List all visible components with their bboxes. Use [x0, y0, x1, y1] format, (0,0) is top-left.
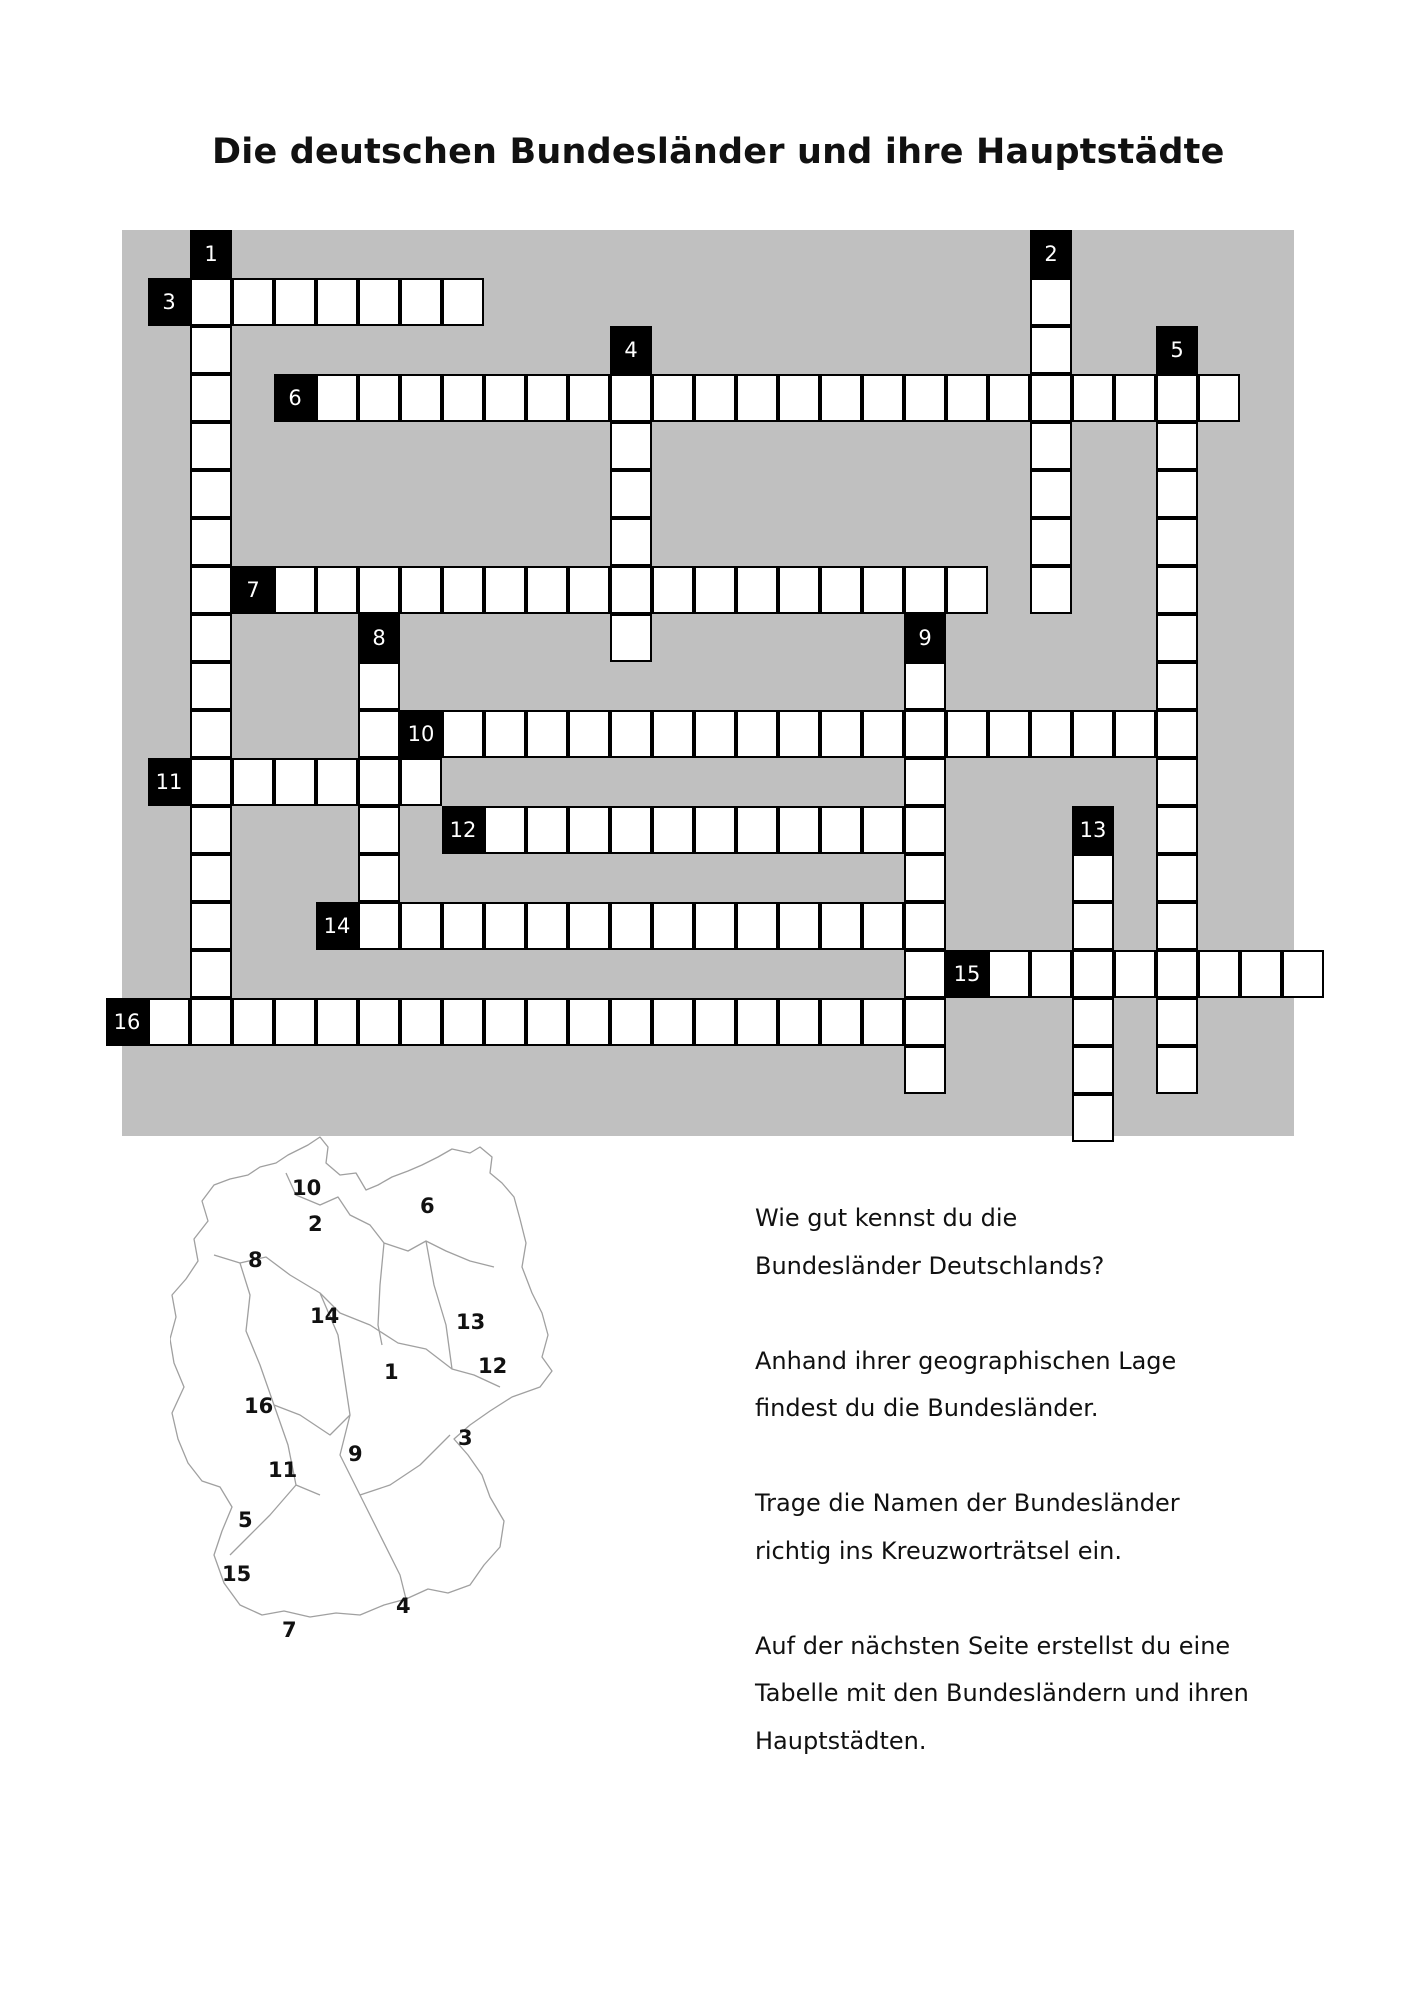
crossword-cell[interactable]: [484, 710, 526, 758]
crossword-cell[interactable]: [820, 566, 862, 614]
crossword-cell[interactable]: [358, 278, 400, 326]
crossword-cell[interactable]: [652, 806, 694, 854]
clue-number-11: 11: [148, 758, 190, 806]
crossword-cell[interactable]: [568, 374, 610, 422]
crossword-cell[interactable]: [484, 374, 526, 422]
crossword-cell[interactable]: [274, 566, 316, 614]
crossword-cell[interactable]: [736, 710, 778, 758]
crossword-cell[interactable]: [820, 710, 862, 758]
clue-number-6: 6: [274, 374, 316, 422]
crossword-cell[interactable]: [1198, 374, 1240, 422]
crossword-cell[interactable]: [526, 902, 568, 950]
crossword-cell[interactable]: [190, 902, 232, 950]
crossword-cell[interactable]: [904, 758, 946, 806]
crossword-cell[interactable]: [1156, 614, 1198, 662]
map-label-14: 14: [310, 1304, 340, 1328]
clue-number-14: 14: [316, 902, 358, 950]
map-label-15: 15: [222, 1562, 252, 1586]
crossword-cell[interactable]: [190, 278, 232, 326]
crossword-cell[interactable]: [316, 998, 358, 1046]
crossword-cell[interactable]: [946, 710, 988, 758]
crossword-cell[interactable]: [778, 374, 820, 422]
clue-number-2: 2: [1030, 230, 1072, 278]
map-label-16: 16: [244, 1394, 274, 1418]
map-label-13: 13: [456, 1310, 486, 1334]
crossword-cell[interactable]: [358, 806, 400, 854]
crossword-cell[interactable]: [820, 374, 862, 422]
crossword-cell[interactable]: [862, 998, 904, 1046]
crossword-cell[interactable]: [526, 710, 568, 758]
crossword-cell[interactable]: [862, 374, 904, 422]
crossword-cell[interactable]: [358, 854, 400, 902]
germany-map: [170, 1135, 710, 1825]
crossword-cell[interactable]: [904, 710, 946, 758]
crossword-cell[interactable]: [232, 998, 274, 1046]
map-label-6: 6: [420, 1194, 435, 1218]
crossword-cell[interactable]: [820, 902, 862, 950]
map-label-5: 5: [238, 1508, 253, 1532]
crossword-cell[interactable]: [232, 278, 274, 326]
crossword-cell[interactable]: [1114, 950, 1156, 998]
crossword-cell[interactable]: [610, 902, 652, 950]
map-label-3: 3: [458, 1426, 473, 1450]
crossword-cell[interactable]: [1030, 374, 1072, 422]
crossword-cell[interactable]: [358, 710, 400, 758]
crossword-cell[interactable]: [1156, 566, 1198, 614]
crossword-cell[interactable]: [778, 566, 820, 614]
crossword-cell[interactable]: [1030, 950, 1072, 998]
crossword-cell[interactable]: [1072, 374, 1114, 422]
crossword-cell[interactable]: [778, 710, 820, 758]
clue-number-7: 7: [232, 566, 274, 614]
crossword-cell[interactable]: [610, 566, 652, 614]
clue-number-9: 9: [904, 614, 946, 662]
crossword-cell[interactable]: [736, 998, 778, 1046]
crossword-cell[interactable]: [442, 998, 484, 1046]
crossword-cell[interactable]: [1030, 710, 1072, 758]
crossword-cell[interactable]: [1072, 1046, 1114, 1094]
instruction-line: Wie gut kennst du die: [755, 1204, 1018, 1232]
clue-number-15: 15: [946, 950, 988, 998]
crossword-cell[interactable]: [358, 374, 400, 422]
crossword-cell[interactable]: [610, 374, 652, 422]
crossword-cell[interactable]: [610, 710, 652, 758]
crossword-cell[interactable]: [736, 566, 778, 614]
crossword-cell[interactable]: [1072, 902, 1114, 950]
crossword-cell[interactable]: [400, 566, 442, 614]
crossword-cell[interactable]: [862, 710, 904, 758]
crossword-cell[interactable]: [358, 758, 400, 806]
crossword-cell[interactable]: [694, 902, 736, 950]
crossword-cell[interactable]: [610, 614, 652, 662]
crossword-cell[interactable]: [190, 614, 232, 662]
crossword-cell[interactable]: [1156, 374, 1198, 422]
crossword-cell[interactable]: [568, 566, 610, 614]
crossword-cell[interactable]: [484, 902, 526, 950]
crossword-cell[interactable]: [274, 998, 316, 1046]
clue-number-10: 10: [400, 710, 442, 758]
map-label-11: 11: [268, 1458, 298, 1482]
crossword-cell[interactable]: [1156, 422, 1198, 470]
crossword-cell[interactable]: [442, 566, 484, 614]
crossword-cell[interactable]: [820, 806, 862, 854]
crossword-cell[interactable]: [610, 422, 652, 470]
crossword-cell[interactable]: [652, 710, 694, 758]
crossword-cell[interactable]: [862, 566, 904, 614]
crossword-cell[interactable]: [1030, 518, 1072, 566]
page-title: Die deutschen Bundesländer und ihre Hauptstädte: [212, 132, 1225, 172]
crossword-cell[interactable]: [1156, 998, 1198, 1046]
crossword-cell[interactable]: [316, 566, 358, 614]
crossword-cell[interactable]: [694, 566, 736, 614]
map-label-2: 2: [308, 1212, 323, 1236]
crossword-cell[interactable]: [778, 998, 820, 1046]
crossword-cell[interactable]: [316, 278, 358, 326]
crossword-cell[interactable]: [1030, 470, 1072, 518]
crossword-cell[interactable]: [400, 998, 442, 1046]
map-border-inner-east: [378, 1241, 452, 1369]
crossword-cell[interactable]: [358, 566, 400, 614]
crossword-cell[interactable]: [652, 374, 694, 422]
clue-number-12: 12: [442, 806, 484, 854]
crossword-cell[interactable]: [484, 566, 526, 614]
crossword-cell[interactable]: [1114, 710, 1156, 758]
crossword-cell[interactable]: [946, 566, 988, 614]
instruction-line: Tabelle mit den Bundesländern und ihren: [755, 1679, 1249, 1707]
crossword-cell[interactable]: [400, 758, 442, 806]
instructions: [755, 1195, 1355, 1765]
crossword-cell[interactable]: [610, 806, 652, 854]
clue-number-4: 4: [610, 326, 652, 374]
instruction-line: Trage die Namen der Bundesländer: [755, 1489, 1180, 1517]
crossword-cell[interactable]: [526, 566, 568, 614]
crossword-cell[interactable]: [694, 710, 736, 758]
crossword-cell[interactable]: [862, 806, 904, 854]
crossword-cell[interactable]: [1282, 950, 1324, 998]
crossword-cell[interactable]: [904, 998, 946, 1046]
crossword-cell[interactable]: [904, 374, 946, 422]
crossword-cell[interactable]: [1072, 998, 1114, 1046]
crossword-cell[interactable]: [1198, 950, 1240, 998]
crossword-cell[interactable]: [316, 374, 358, 422]
crossword-cell[interactable]: [316, 758, 358, 806]
crossword-cell[interactable]: [568, 806, 610, 854]
crossword-cell[interactable]: [820, 998, 862, 1046]
crossword-cell[interactable]: [988, 950, 1030, 998]
crossword-cell[interactable]: [190, 566, 232, 614]
crossword-cell[interactable]: [274, 278, 316, 326]
crossword-cell[interactable]: [190, 998, 232, 1046]
crossword-cell[interactable]: [1072, 950, 1114, 998]
crossword-cell[interactable]: [1156, 758, 1198, 806]
instruction-line: Auf der nächsten Seite erstellst du eine: [755, 1631, 1231, 1660]
crossword-cell[interactable]: [610, 518, 652, 566]
crossword-cell[interactable]: [526, 374, 568, 422]
crossword-cell[interactable]: [610, 470, 652, 518]
crossword-cell[interactable]: [904, 902, 946, 950]
crossword-cell[interactable]: [274, 758, 316, 806]
crossword-cell[interactable]: [442, 902, 484, 950]
instruction-line: Anhand ihrer geographischen Lage: [755, 1346, 1177, 1375]
instruction-line: Hauptstädten.: [755, 1726, 927, 1755]
crossword-cell[interactable]: [652, 902, 694, 950]
crossword-cell[interactable]: [736, 902, 778, 950]
clue-number-16: 16: [106, 998, 148, 1046]
crossword-cell[interactable]: [1030, 422, 1072, 470]
crossword-cell[interactable]: [400, 374, 442, 422]
crossword-cell[interactable]: [904, 806, 946, 854]
crossword-cell[interactable]: [778, 806, 820, 854]
crossword-cell[interactable]: [442, 278, 484, 326]
crossword-grid: [113, 230, 1294, 1136]
crossword-cell[interactable]: [1072, 710, 1114, 758]
map-label-9: 9: [348, 1442, 363, 1466]
map-label-10: 10: [292, 1176, 322, 1200]
crossword-cell[interactable]: [190, 758, 232, 806]
crossword-cell[interactable]: [694, 998, 736, 1046]
crossword-cell[interactable]: [778, 902, 820, 950]
map-border-inner-middle: [320, 1293, 450, 1495]
crossword-cell[interactable]: [988, 710, 1030, 758]
instruction-line: richtig ins Kreuzworträtsel ein.: [755, 1536, 1122, 1565]
crossword-cell[interactable]: [904, 950, 946, 998]
crossword-cell[interactable]: [190, 854, 232, 902]
crossword-cell[interactable]: [568, 998, 610, 1046]
crossword-cell[interactable]: [1156, 518, 1198, 566]
germany-map-outline: [170, 1135, 710, 1825]
crossword-cell[interactable]: [652, 566, 694, 614]
crossword-cell[interactable]: [1072, 854, 1114, 902]
clue-number-3: 3: [148, 278, 190, 326]
crossword-cell[interactable]: [1156, 902, 1198, 950]
instruction-line: Bundesländer Deutschlands?: [755, 1251, 1105, 1280]
crossword-cell[interactable]: [190, 950, 232, 998]
map-label-8: 8: [248, 1248, 263, 1272]
map-label-7: 7: [282, 1618, 297, 1642]
crossword-cell[interactable]: [1156, 950, 1198, 998]
crossword-cell[interactable]: [358, 902, 400, 950]
crossword-cell[interactable]: [568, 710, 610, 758]
crossword-cell[interactable]: [862, 902, 904, 950]
clue-number-5: 5: [1156, 326, 1198, 374]
crossword-cell[interactable]: [904, 854, 946, 902]
crossword-cell[interactable]: [988, 374, 1030, 422]
crossword-cell[interactable]: [1156, 854, 1198, 902]
crossword-cell[interactable]: [610, 998, 652, 1046]
crossword-cell[interactable]: [652, 998, 694, 1046]
crossword-cell[interactable]: [190, 518, 232, 566]
crossword-cell[interactable]: [190, 806, 232, 854]
crossword-cell[interactable]: [190, 374, 232, 422]
crossword-cell[interactable]: [1114, 374, 1156, 422]
crossword-cell[interactable]: [904, 662, 946, 710]
crossword-cell[interactable]: [526, 998, 568, 1046]
crossword-cell[interactable]: [1156, 710, 1198, 758]
map-label-4: 4: [396, 1594, 411, 1618]
crossword-cell[interactable]: [442, 374, 484, 422]
crossword-cell[interactable]: [1156, 662, 1198, 710]
clue-number-1: 1: [190, 230, 232, 278]
crossword-cell[interactable]: [568, 902, 610, 950]
crossword-cell[interactable]: [484, 806, 526, 854]
crossword-cell[interactable]: [190, 422, 232, 470]
crossword-cell[interactable]: [232, 758, 274, 806]
crossword-cell[interactable]: [736, 806, 778, 854]
crossword-cell[interactable]: [1030, 278, 1072, 326]
clue-number-8: 8: [358, 614, 400, 662]
crossword-cell[interactable]: [1156, 806, 1198, 854]
crossword-cell[interactable]: [358, 998, 400, 1046]
instruction-line: findest du die Bundesländer.: [755, 1394, 1099, 1422]
crossword-cell[interactable]: [694, 806, 736, 854]
crossword-cell[interactable]: [358, 662, 400, 710]
crossword-cell[interactable]: [190, 710, 232, 758]
crossword-cell[interactable]: [1030, 326, 1072, 374]
map-label-1: 1: [384, 1360, 399, 1384]
crossword-cell[interactable]: [526, 806, 568, 854]
clue-number-13: 13: [1072, 806, 1114, 854]
crossword-cell[interactable]: [1030, 566, 1072, 614]
crossword-cell[interactable]: [736, 374, 778, 422]
map-border-inner-south: [230, 1405, 406, 1599]
crossword-cell[interactable]: [148, 998, 190, 1046]
crossword-cell[interactable]: [1240, 950, 1282, 998]
map-label-12: 12: [478, 1354, 508, 1378]
crossword-cell[interactable]: [1156, 1046, 1198, 1094]
crossword-cell[interactable]: [904, 566, 946, 614]
crossword-cell[interactable]: [1156, 470, 1198, 518]
crossword-cell[interactable]: [946, 374, 988, 422]
crossword-cell[interactable]: [190, 470, 232, 518]
crossword-cell[interactable]: [190, 662, 232, 710]
crossword-cell[interactable]: [1072, 1094, 1114, 1142]
crossword-cell[interactable]: [484, 998, 526, 1046]
crossword-cell[interactable]: [400, 902, 442, 950]
crossword-cell[interactable]: [694, 374, 736, 422]
crossword-cell[interactable]: [904, 1046, 946, 1094]
crossword-cell[interactable]: [400, 278, 442, 326]
crossword-cell[interactable]: [190, 326, 232, 374]
crossword-cell[interactable]: [442, 710, 484, 758]
